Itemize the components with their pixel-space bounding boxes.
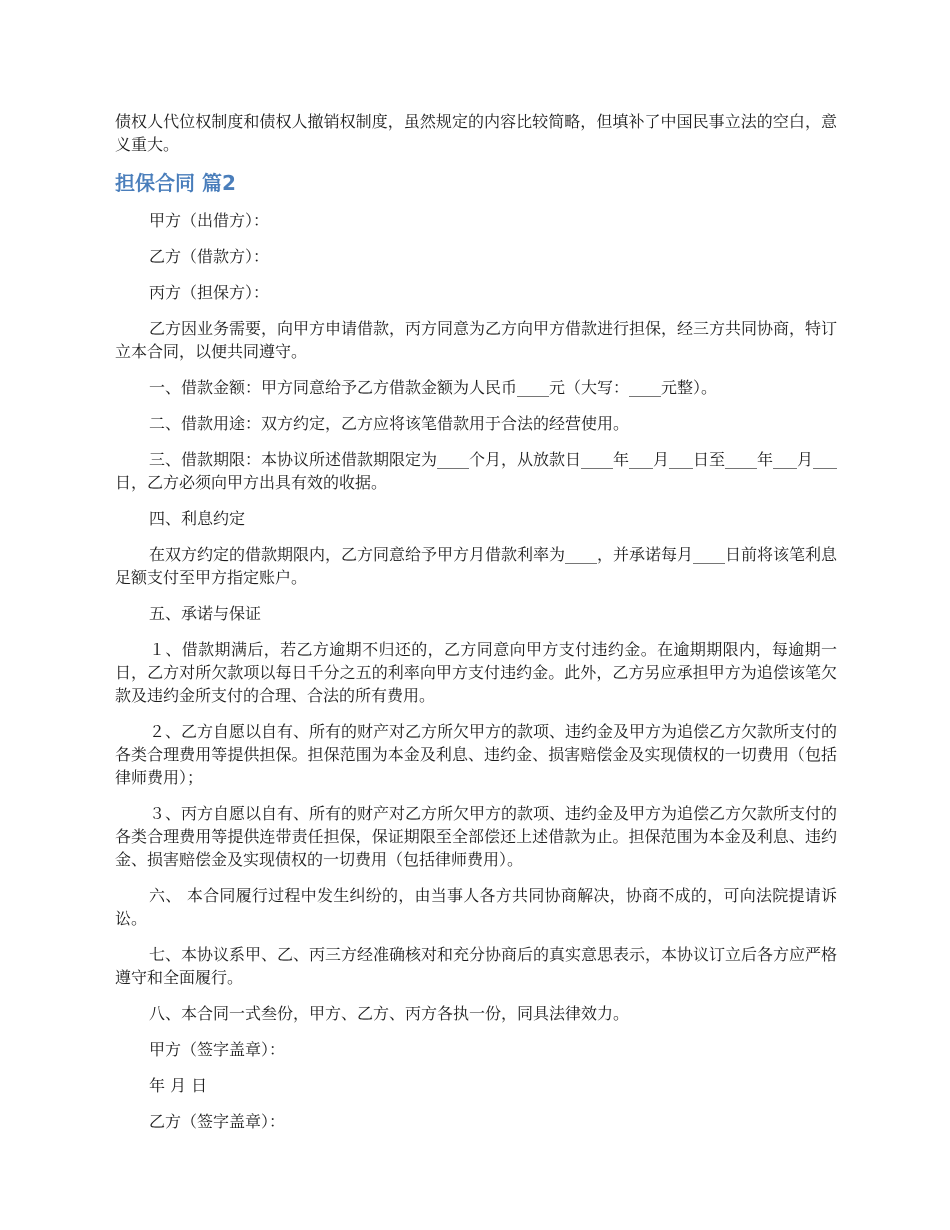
party-a-line: 甲方（出借方）： <box>149 211 270 230</box>
warranty-item-3: ３、丙方自愿以自有、所有的财产对乙方所欠甲方的款项、违约金及甲方为追偿乙方欠款所支付的各类合理费用等提供连带责任担保，保证期限至全部偿还上述借款为止。担保范围为本金及利息、违约金、损害赔偿金及实现债权的一切费用（包括律师费用）。 <box>115 804 838 869</box>
signature-party-b: 乙方（签字盖章）： <box>149 1112 286 1131</box>
clause-loan-term: 三、借款期限：本协议所述借款期限定为____个月，从放款日____年___月___日至____年___月___日，乙方必须向甲方出具有效的收据。 <box>115 450 838 492</box>
warranty-item-2: ２、乙方自愿以自有、所有的财产对乙方所欠甲方的款项、违约金及甲方为追偿乙方欠款所支付的各类合理费用等提供担保。担保范围为本金及利息、违约金、损害赔偿金及实现债权的一切费用（包括律师费用）； <box>115 722 838 787</box>
clause-copies: 八、本合同一式叁份，甲方、乙方、丙方各执一份，同具法律效力。 <box>149 1004 630 1023</box>
clause-agreement: 七、本协议系甲、乙、丙三方经准确核对和充分协商后的真实意思表示，本协议订立后各方应严格遵守和全面履行。 <box>115 945 838 987</box>
party-b-line: 乙方（借款方）： <box>149 247 270 266</box>
clause-warranty-heading: 五、承诺与保证 <box>149 604 262 623</box>
party-c-line: 丙方（担保方）： <box>149 283 270 302</box>
signature-date: 年 月 日 <box>149 1076 208 1095</box>
clause-loan-purpose: 二、借款用途：双方约定，乙方应将该笔借款用于合法的经营使用。 <box>149 414 630 433</box>
clause-loan-amount: 一、借款金额：甲方同意给予乙方借款金额为人民币____元（大写：____元整）。 <box>149 378 718 397</box>
clause-interest-heading: 四、利息约定 <box>149 509 246 528</box>
warranty-item-1: １、借款期满后，若乙方逾期不归还的，乙方同意向甲方支付违约金。在逾期期限内，每逾期一日，乙方对所欠款项以每日千分之五的利率向甲方支付违约金。此外，乙方另应承担甲方为追偿该笔欠款及违约金所支付的合理、合法的所有费用。 <box>115 640 837 705</box>
section-heading: 担保合同 篇2 <box>115 171 236 195</box>
clause-interest-text: 在双方约定的借款期限内，乙方同意给予甲方月借款利率为____，并承诺每月____日前将该笔利息足额支付至甲方指定账户。 <box>115 545 838 587</box>
preamble-paragraph: 乙方因业务需要，向甲方申请借款，丙方同意为乙方向甲方借款进行担保，经三方共同协商，特订立本合同，以便共同遵守。 <box>115 319 838 361</box>
intro-paragraph: 债权人代位权制度和债权人撤销权制度，虽然规定的内容比较简略，但填补了中国民事立法的空白，意义重大。 <box>115 112 837 154</box>
clause-dispute: 六、 本合同履行过程中发生纠纷的，由当事人各方共同协商解决，协商不成的，可向法院提请诉讼。 <box>115 886 837 928</box>
document-body <box>115 110 837 1146</box>
signature-party-a: 甲方（签字盖章）： <box>149 1040 286 1059</box>
